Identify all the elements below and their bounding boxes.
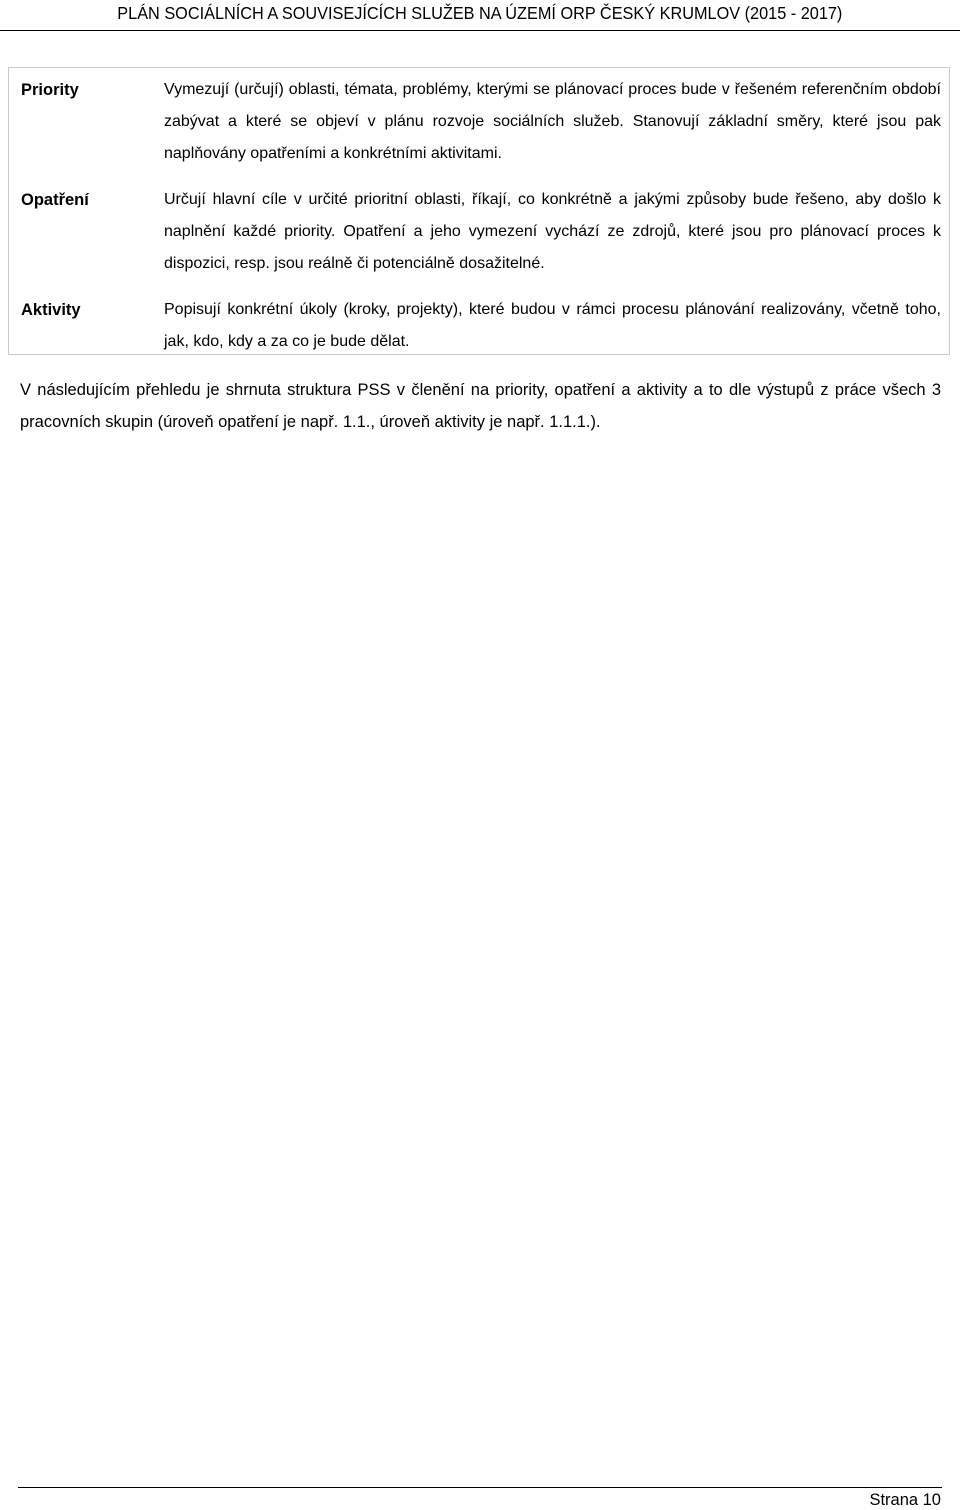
definition-description: Určují hlavní cíle v určité prioritní oblasti, říkají, co konkrétně a jakými způsoby bude řešeno, aby došlo k naplnění každé priority. Opatření a jeho vymezení vychází ze zdrojů, které jsou pro plánovací proces k dispozici, resp. jsou reálně či potenciálně dosažitelné. [164,191,941,272]
footer-divider [18,1487,942,1488]
definition-description: Vymezují (určují) oblasti, témata, problémy, kterými se plánovací proces bude v řešeném referenčním období zabývat a které se objeví v plánu rozvoje sociálních služeb. Stanovují základní směry, které jsou pak naplňovány opatřeními a konkrétními aktivitami. [164,81,941,162]
definition-term: Priority [21,81,79,99]
definition-term: Opatření [21,191,89,209]
definitions-table [8,67,950,355]
body-paragraph: V následujícím přehledu je shrnuta struktura PSS v členění na priority, opatření a aktivity a to dle výstupů z práce všech 3 pracovních skupin (úroveň opatření je např. 1.1., úroveň aktivity je např. 1.1.1.). [20,381,941,431]
page-number: Strana 10 [869,1491,941,1509]
document-title: PLÁN SOCIÁLNÍCH A SOUVISEJÍCÍCH SLUŽEB NA ÚZEMÍ ORP ČESKÝ KRUMLOV (2015 - 2017) [117,3,843,23]
definition-description: Popisují konkrétní úkoly (kroky, projekty), které budou v rámci procesu plánování realizovány, včetně toho, jak, kdo, kdy a za co je bude dělat. [164,301,941,350]
page-header [0,0,960,31]
definition-term: Aktivity [21,301,81,319]
